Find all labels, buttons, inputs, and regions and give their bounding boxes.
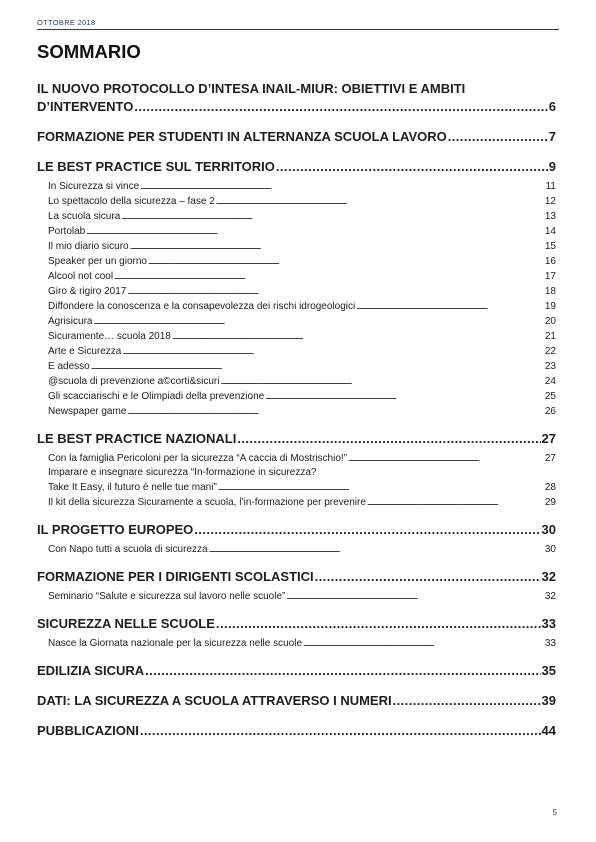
toc-page-number: 35 <box>541 663 556 678</box>
dot-leader <box>265 389 544 404</box>
toc-item[interactable] <box>37 269 556 284</box>
toc-item[interactable] <box>37 495 556 510</box>
dot-leader <box>127 404 544 419</box>
toc-section-title: D’INTERVENTO <box>37 99 134 114</box>
toc-section-entry[interactable] <box>37 615 556 632</box>
toc-page-number: 17 <box>544 271 556 282</box>
toc-item[interactable] <box>37 344 556 359</box>
toc-section-title: LE BEST PRACTICE NAZIONALI <box>37 431 237 446</box>
toc-item[interactable] <box>37 542 556 557</box>
page-number: 5 <box>552 808 557 817</box>
toc-item-title: Con Napo tutti a scuola di sicurezza <box>48 544 208 555</box>
toc-page-number: 9 <box>548 159 556 174</box>
toc-item[interactable] <box>37 589 556 604</box>
toc-section-title: FORMAZIONE PER STUDENTI IN ALTERNANZA SCUOLA LAVORO <box>37 129 447 144</box>
dot-leader <box>315 568 541 585</box>
toc-section-title: IL PROGETTO EUROPEO <box>37 522 194 537</box>
toc-section-title: PUBBLICAZIONI <box>37 723 139 738</box>
toc-section-entry[interactable] <box>37 692 556 709</box>
toc-section-entry[interactable] <box>37 662 556 679</box>
toc-page-number: 25 <box>544 391 556 402</box>
dot-leader <box>122 344 544 359</box>
toc-item[interactable] <box>37 389 556 404</box>
toc-section-entry[interactable] <box>37 521 556 538</box>
toc-item[interactable] <box>37 179 556 194</box>
dot-leader <box>237 430 540 447</box>
toc-item-title: Seminario “Salute e sicurezza sul lavoro nelle scuole” <box>48 591 286 602</box>
toc-page-number: 28 <box>544 482 556 493</box>
dot-leader <box>276 158 548 175</box>
dot-leader <box>216 615 541 632</box>
toc-page-number: 15 <box>544 241 556 252</box>
toc-section-entry[interactable] <box>37 98 556 115</box>
table-of-contents <box>37 80 556 739</box>
toc-page-number: 7 <box>548 129 556 144</box>
toc-page-number: 44 <box>541 723 556 738</box>
toc-item-title: La scuola sicura <box>48 211 121 222</box>
toc-item[interactable] <box>37 636 556 651</box>
toc-item-title: Portolab <box>48 226 86 237</box>
dot-leader <box>220 374 543 389</box>
header-date: OTTOBRE 2018 <box>37 18 96 27</box>
dot-leader <box>448 128 548 145</box>
toc-item-title-line1: Imparare e insegnare sicurezza “In-formazione in sicurezza? <box>48 467 317 478</box>
toc-page-number: 26 <box>544 406 556 417</box>
toc-item-title: Sicuramente… scuola 2018 <box>48 331 171 342</box>
toc-item-title: Il mio diario sicuro <box>48 241 129 252</box>
toc-page-number: 32 <box>541 569 556 584</box>
toc-item-title: Newspaper game <box>48 406 127 417</box>
toc-page-number: 14 <box>544 226 556 237</box>
toc-item[interactable] <box>37 239 556 254</box>
dot-leader <box>286 589 544 604</box>
toc-item[interactable] <box>37 194 556 209</box>
toc-item[interactable] <box>37 451 556 466</box>
dot-leader <box>194 521 540 538</box>
toc-section-title-line1: IL NUOVO PROTOCOLLO D’INTESA INAIL-MIUR: OBIETTIVI E AMBITI <box>37 81 466 96</box>
toc-item-title: E adesso <box>48 361 90 372</box>
dot-leader <box>140 179 544 194</box>
toc-page-number: 11 <box>545 181 556 192</box>
toc-page-number: 6 <box>548 99 556 114</box>
dot-leader <box>140 722 541 739</box>
dot-leader <box>218 480 544 495</box>
dot-leader <box>93 314 543 329</box>
toc-item[interactable] <box>37 209 556 224</box>
dot-leader <box>86 224 544 239</box>
dot-leader <box>130 239 544 254</box>
toc-section-entry[interactable] <box>37 158 556 175</box>
toc-section-title: LE BEST PRACTICE SUL TERRITORIO <box>37 159 275 174</box>
toc-item[interactable] <box>37 374 556 389</box>
dot-leader <box>145 662 540 679</box>
toc-page-number: 27 <box>544 453 556 464</box>
toc-page-number: 18 <box>544 286 556 297</box>
toc-item-title: Giro & rigiro 2017 <box>48 286 127 297</box>
toc-item[interactable] <box>37 314 556 329</box>
toc-page-number: 39 <box>541 693 556 708</box>
dot-leader <box>303 636 544 651</box>
toc-section-entry[interactable] <box>37 128 556 145</box>
toc-page-number: 33 <box>541 616 556 631</box>
toc-item[interactable] <box>37 284 556 299</box>
dot-leader <box>127 284 544 299</box>
toc-item[interactable] <box>37 224 556 239</box>
toc-page-number: 21 <box>544 331 556 342</box>
toc-item[interactable] <box>37 299 556 314</box>
dot-leader <box>348 451 544 466</box>
toc-page-number: 30 <box>541 522 556 537</box>
toc-page-number: 24 <box>544 376 556 387</box>
toc-item-title: @scuola di prevenzione a©corti&sicuri <box>48 376 220 387</box>
toc-page-number: 27 <box>541 431 556 446</box>
dot-leader <box>114 269 544 284</box>
toc-item-title: Take It Easy, il futuro è nelle tue mani” <box>48 482 217 493</box>
toc-section-entry[interactable] <box>37 430 556 447</box>
dot-leader <box>356 299 544 314</box>
toc-section-title: DATI: LA SICUREZZA A SCUOLA ATTRAVERSO I NUMERI <box>37 693 392 708</box>
toc-page-number: 20 <box>544 316 556 327</box>
dot-leader <box>121 209 544 224</box>
toc-page-number: 33 <box>544 638 556 649</box>
toc-item-title: In Sicurezza si vince <box>48 181 140 192</box>
toc-section <box>37 80 556 115</box>
toc-section-title: SICUREZZA NELLE SCUOLE <box>37 616 215 631</box>
dot-leader <box>209 542 544 557</box>
toc-item-title: Nasce la Giornata nazionale per la sicurezza nelle scuole <box>48 638 303 649</box>
toc-item-title: Arte e Sicurezza <box>48 346 122 357</box>
toc-item[interactable] <box>37 254 556 269</box>
dot-leader <box>393 692 541 709</box>
dot-leader <box>216 194 544 209</box>
toc-item-title: Gli scacciarischi e le Olimpiadi della prevenzione <box>48 391 265 402</box>
toc-item-title: Diffondere la conoscenza e la consapevolezza dei rischi idrogeologici <box>48 301 356 312</box>
toc-page-number: 19 <box>544 301 556 312</box>
toc-item-title: Speaker per un giorno <box>48 256 147 267</box>
toc-item[interactable] <box>37 466 556 495</box>
toc-item-title: Agrisicura <box>48 316 93 327</box>
page-title: SOMMARIO <box>37 41 141 62</box>
toc-page-number: 23 <box>544 361 556 372</box>
toc-item[interactable] <box>37 404 556 419</box>
toc-section-title: EDILIZIA SICURA <box>37 663 145 678</box>
dot-leader <box>91 359 544 374</box>
toc-item-title: Con la famiglia Pericoloni per la sicurezza “A caccia di Mostrischio!” <box>48 453 348 464</box>
toc-page-number: 32 <box>544 591 556 602</box>
toc-item[interactable] <box>37 359 556 374</box>
dot-leader <box>148 254 544 269</box>
toc-section-title: FORMAZIONE PER I DIRIGENTI SCOLASTICI <box>37 569 314 584</box>
toc-page-number: 29 <box>544 497 556 508</box>
toc-item-title: Il kit della sicurezza Sicuramente a scuola, l’in-formazione per prevenire <box>48 497 366 508</box>
dot-leader <box>134 98 547 115</box>
toc-page-number: 12 <box>544 196 556 207</box>
header-rule <box>37 29 559 30</box>
toc-item[interactable] <box>37 329 556 344</box>
toc-page-number: 13 <box>544 211 556 222</box>
toc-page-number: 16 <box>544 256 556 267</box>
dot-leader <box>172 329 544 344</box>
dot-leader <box>367 495 544 510</box>
toc-section-entry[interactable] <box>37 722 556 739</box>
toc-section-entry[interactable] <box>37 568 556 585</box>
toc-item-title: Lo spettacolo della sicurezza – fase 2 <box>48 196 215 207</box>
toc-page-number: 22 <box>544 346 556 357</box>
toc-page-number: 30 <box>544 544 556 555</box>
toc-item-title: Alcool not cool <box>48 271 114 282</box>
